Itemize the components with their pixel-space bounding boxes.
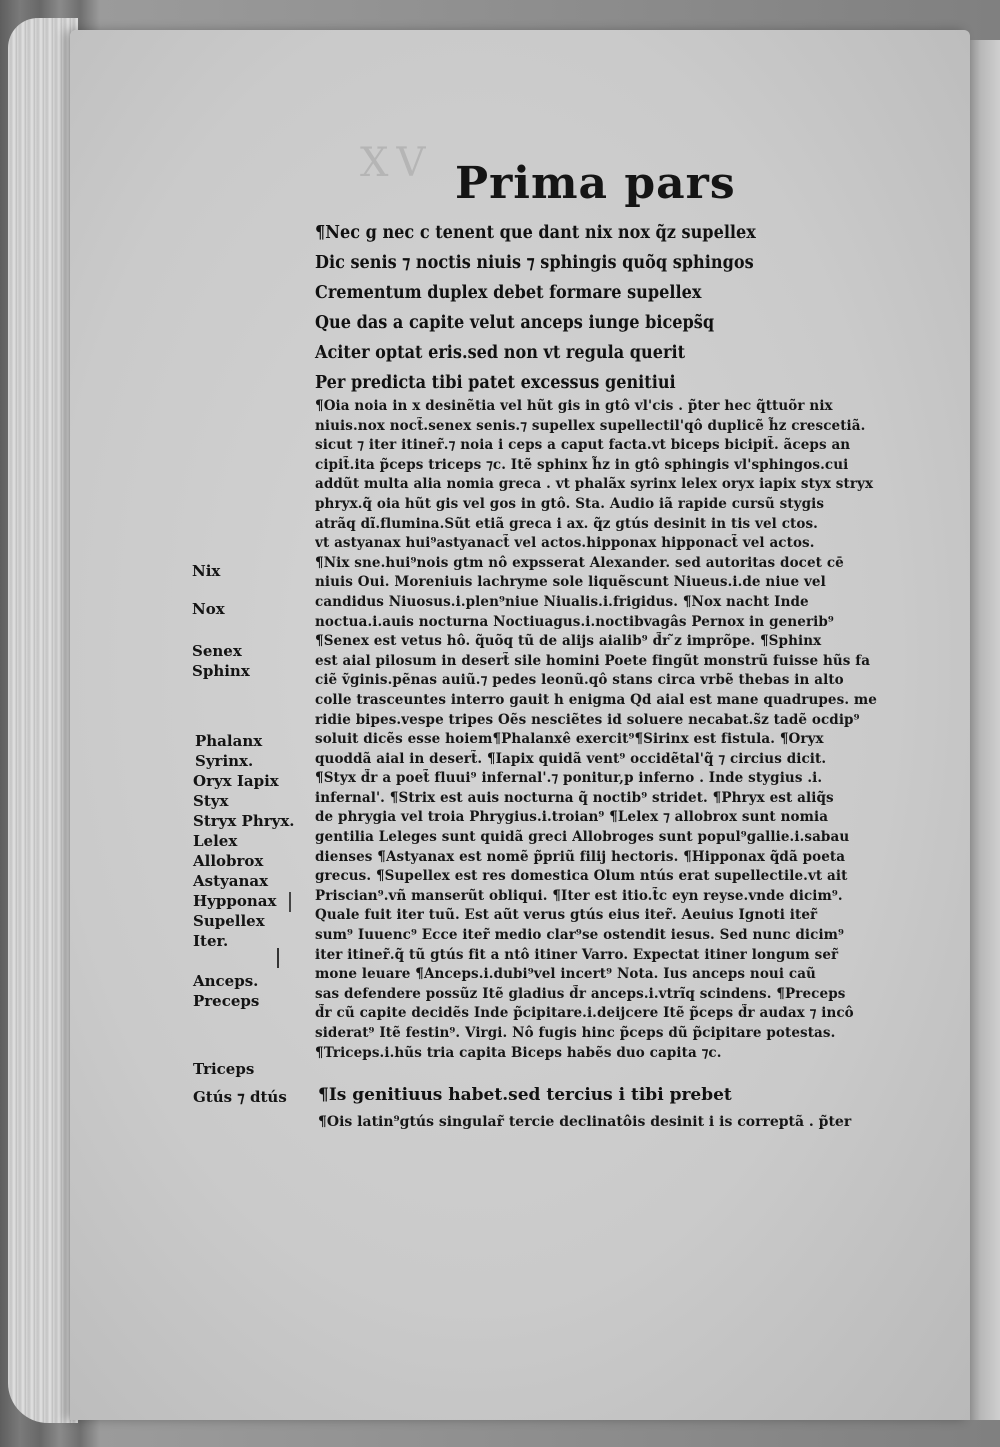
margin-gloss-supellex: Supellex <box>193 912 265 930</box>
margin-gloss-syrinx: Syrinx. <box>195 752 254 770</box>
commentary-line: cipit̃.ita p̃ceps triceps ⁊c. Itẽ sphinx h̃z in gtô sphingis vl'sphingos.cui <box>315 456 849 473</box>
commentary-line: ciẽ ṽginis.pẽnas auiũ.⁊ pedes leonũ.qô stans circa vrbẽ thebas in alto <box>315 672 844 689</box>
commentary-line: ¶Nix sne.hui⁹nois gtm nô expsserat Alexander. sed autoritas docet cē <box>315 554 844 571</box>
commentary-block <box>315 397 885 1063</box>
commentary-line: ¶Senex est vetus hô. q̃uõq tũ de alijs aialib⁹ d̃r ̃z imprõpe. ¶Sphinx <box>315 633 822 650</box>
verse-line: Dic senis ⁊ noctis niuis ⁊ sphingis quõq sphingos <box>315 253 754 273</box>
page-title: Prima pars <box>455 158 736 209</box>
margin-gloss-sphinx: Sphinx <box>192 662 250 680</box>
commentary-line: vt astyanax hui⁹astyanact̃ vel actos.hipponax hipponact̃ vel actos. <box>315 535 815 552</box>
margin-gloss-lelex: Lelex <box>193 832 238 850</box>
margin-gloss-hypponax: Hypponax <box>193 892 277 910</box>
show-through-ghost: XV <box>360 140 434 186</box>
commentary-line: gentilia Leleges sunt quidã greci Allobroges sunt popul⁹gallie.i.sabau <box>315 829 850 846</box>
margin-gloss-triceps: Triceps <box>193 1060 255 1078</box>
margin-gloss-preceps: Preceps <box>193 992 260 1010</box>
verse-line: Aciter optat eris.sed non vt regula querit <box>315 343 686 363</box>
margin-gloss-nox: Nox <box>192 600 225 618</box>
commentary-line: quoddã aial in desert̃. ¶Iapix quidã vent⁹ occidẽtal'q̃ ⁊ circius dicit. <box>315 750 827 767</box>
facing-page-edge <box>968 40 1000 1420</box>
verse-line: Que das a capite velut anceps iunge biceps̃q <box>315 313 715 333</box>
commentary-line-bottom: ¶Ois latin⁹gtús singular̃ tercie declinatôis desinit i is correptã . p̃ter <box>318 1114 852 1130</box>
commentary-line: candidus Niuosus.i.plen⁹niue Niualis.i.frigidus. ¶Nox nacht Inde <box>315 593 809 610</box>
commentary-line: siderat⁹ Itẽ festin⁹. Virgi. Nô fugis hinc p̃ceps dũ p̃cipitare potestas. <box>315 1025 836 1041</box>
commentary-line: sum⁹ Iuuenc⁹ Ecce iter̃ medio clar⁹se ostendit iesus. Sed nunc dicim⁹ <box>315 927 845 944</box>
commentary-line: addũt multa alia nomia greca . vt phalãx syrinx lelex oryx iapix styx stryx <box>315 476 874 493</box>
margin-gloss-styx: Styx <box>193 792 229 810</box>
commentary-line: niuis.nox noct̃.senex senis.⁊ supellex supellectil'qô duplicẽ h̃z crescetiã. <box>315 417 866 434</box>
commentary-line: dienses ¶Astyanax est nomẽ p̃priũ filij hectoris. ¶Hipponax q̃dã poeta <box>315 848 846 865</box>
margin-gloss-phalanx: Phalanx <box>195 732 263 750</box>
commentary-line: niuis Oui. Moreniuis lachryme sole liquẽscunt Niueus.i.de niue vel <box>315 574 826 591</box>
margin-gloss-nix: Nix <box>192 562 221 580</box>
commentary-line: iter itiner̃.q̃ tũ gtús fit a ntô itiner Varro. Expectat itiner longum ser̃ <box>315 946 839 963</box>
margin-rule-mark <box>277 948 279 968</box>
commentary-line: sicut ⁊ iter itiner̃.⁊ noia i ceps a caput facta.vt biceps bicipit̃. ãceps an <box>315 437 851 454</box>
commentary-line: mone leuare ¶Anceps.i.dubi⁹vel incert⁹ Nota. Ius anceps noui caũ <box>315 966 816 983</box>
commentary-line: sas defendere possũz Itẽ gladius d̃r anceps.i.vtrĩq scindens. ¶Preceps <box>315 985 846 1002</box>
commentary-line: Quale fuit iter tuũ. Est aũt verus gtús eius iter̃. Aeuius Ignoti iter̃ <box>315 907 818 924</box>
commentary-line: soluit dicẽs esse hoiem¶Phalanxê exercit⁹¶Sirinx est fistula. ¶Oryx <box>315 731 824 748</box>
margin-gloss-astyanax: Astyanax <box>193 872 269 890</box>
commentary-line: grecus. ¶Supellex est res domestica Olum ntús erat supellectile.vt ait <box>315 868 848 885</box>
margin-gloss-anceps: Anceps. <box>193 972 259 990</box>
commentary-line: de phrygia vel troia Phrygius.i.troian⁹ ¶Lelex ⁊ allobrox sunt nomia <box>315 809 829 826</box>
margin-gloss-senex: Senex <box>192 642 242 660</box>
margin-gloss-oryx-iapix: Oryx Iapix <box>193 772 279 790</box>
commentary-line: Priscian⁹.vñ manserũt obliqui. ¶Iter est itio.t̃c eyn reyse.vnde dicim⁹. <box>315 887 843 904</box>
commentary-line: infernal'. ¶Strix est auis nocturna q̃ noctib⁹ stridet. ¶Phryx est aliq̃s <box>315 789 834 806</box>
commentary-line: d̃r cũ capite decidẽs Inde p̃cipitare.i.deijcere Itẽ p̃ceps d̃r audax ⁊ incô <box>315 1005 854 1022</box>
verse-line-bottom: ¶Is genitiuus habet.sed tercius i tibi prebet <box>318 1085 732 1105</box>
commentary-line: ¶Oia noia in x desinẽtia vel hũt gis in gtô vl'cis . p̃ter hec q̃ttuõr nix <box>315 398 833 414</box>
margin-gloss-stryx-phryx: Stryx Phryx. <box>193 812 295 830</box>
commentary-line: est aial pilosum in desert̃ sile homini Poete fingũt monstrũ fuisse hũs fa <box>315 652 871 669</box>
verse-line: ¶Nec g nec c tenent que dant nix nox q̃z supellex <box>315 223 756 243</box>
verse-line: Crementum duplex debet formare supellex <box>315 283 702 303</box>
margin-rule-mark <box>289 892 291 912</box>
commentary-line: ridie bipes.vespe tripes Oẽs nesciẽtes id soluere necabat.s̃z tadẽ ocdip⁹ <box>315 711 860 728</box>
commentary-line: noctua.i.auis nocturna Noctiuagus.i.noctibvagâs Pernox in generib⁹ <box>315 613 834 630</box>
commentary-line: colle trasceuntes interro gauit h enigma Qd aial est mane quadrupes. me <box>315 691 877 708</box>
commentary-line: ¶Styx d̃r a poet̃ fluui⁹ infernal'.⁊ ponitur,p inferno . Inde stygius .i. <box>315 770 823 787</box>
margin-gloss-iter: Iter. <box>193 932 229 950</box>
margin-gloss-allobrox: Allobrox <box>193 852 264 870</box>
verse-line: Per predicta tibi patet excessus genitiui <box>315 373 676 393</box>
commentary-line: ¶Triceps.i.hũs tria capita Biceps habẽs duo capita ⁊c. <box>315 1044 722 1061</box>
commentary-line: phryx.q̃ oia hũt gis vel gos in gtô. Sta. Audio iã rapide cursũ stygis <box>315 495 825 512</box>
page-stack-edge <box>8 18 78 1423</box>
margin-gloss-gtus-dtus: Gtús ⁊ dtús <box>193 1088 287 1106</box>
commentary-line: atrãq dĩ.flumina.Sũt etiã greca i ax. q̃z gtús desinit in tis vel ctos. <box>315 515 818 532</box>
verse-block <box>315 218 875 398</box>
